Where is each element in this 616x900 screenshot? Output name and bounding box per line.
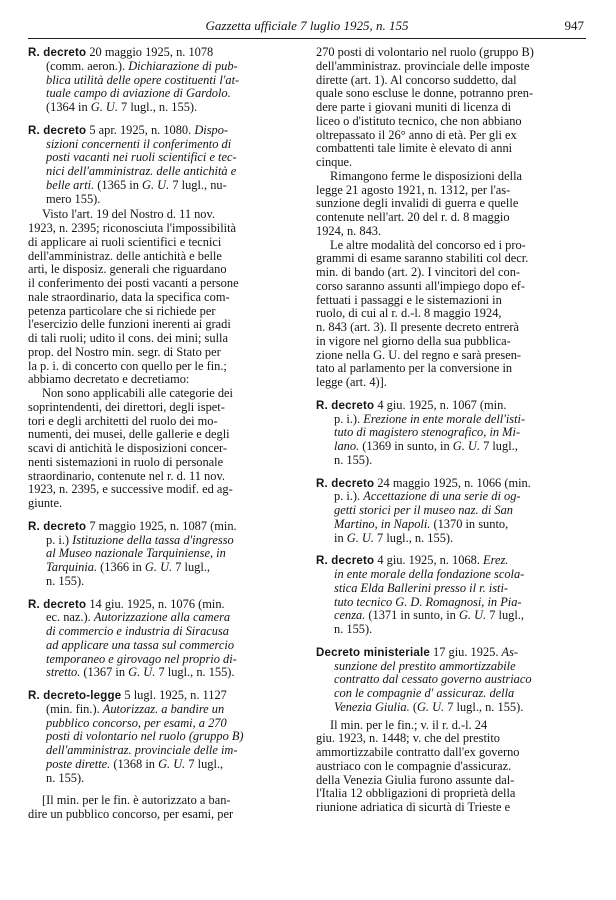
- body-paragraph: [Il min. per le fin. è autorizzato a ban- dire un pubblico concorso, per esami, per: [28, 794, 234, 821]
- header-title: Gazzetta ufficiale 7 luglio 1925, n. 155: [205, 18, 409, 33]
- entry-decree-1080: R. decreto 5 apr. 1925, n. 1080. Dispo- sizioni concernenti il conferimento di posti vacanti nei ruoli scientifici e tec- nici dell'amministraz. delle antichità e belle arti. (1365 in G. U. 7 lugl., nu- mero 155).: [28, 123, 237, 206]
- body-paragraph: Rimangono ferme le disposizioni della legge 21 agosto 1921, n. 1312, per l'as- sunzione degli invalidi di guerra e quelle contenute nell'art. 20 del r. d. 8 maggio 1924, n. 843.: [316, 169, 523, 238]
- body-paragraph: 270 posti di volontario nel ruolo (gruppo B) dell'amministraz. provinciale delle imposte dirette (art. 1). Al concorso suddetto, dal quale sono escluse le donne, potranno pren- dere parte i giovani muniti di licenza di liceo o d'istituto tecnico, che non abbiano oltrepassato il 26° anno di età. Per gli ex combattenti tale limite è elevato di anni cinque.: [316, 46, 534, 169]
- body-paragraph: Non sono applicabili alle categorie dei soprintendenti, dei direttori, degli ispet- tori e degli architetti del ruolo dei mo- numenti, dei musei, delle gallerie e degli scavi di antichità le disposizioni concer- nenti sistemazioni in ruolo di personale straordinario, contenute nel r. d. 11 nov. 1923, n. 2395, e successive modif. ed ag- giunte.: [28, 387, 233, 510]
- body-paragraph: Visto l'art. 19 del Nostro d. 11 nov. 1923, n. 2395; riconosciuta l'impossibilità di applicare ai ruoli scientifici e tecnici dell'amministraz. delle antichità e belle arti, le disposiz. generali che riguardano il conferimento dei posti vacanti a persone nale straordinario, data la specifica com- petenza particolare che si richiede per l'esercizio delle funzioni inerenti ai gradi di tali ruoli; udito il cons. dei mini; sulla prop. del Nostro min. segr. di Stato per la p. i. di concerto con quello per le fin.; abbiamo decretato e decretiamo:: [28, 208, 239, 387]
- entry-decree-1076: R. decreto 14 giu. 1925, n. 1076 (min. ec. naz.). Autorizzazione alla camera di commercio e industria di Siracusa ad applicare una tassa sul commercio temporaneo e girovago nel proprio di- stretto. (1367 in G. U. 7 lugl., n. 155).: [28, 597, 237, 680]
- entry-decree-1068: R. decreto 4 giu. 1925, n. 1068. Erez. in ente morale della fondazione scola- stica Elda Ballerini presso il r. isti- tuto tecnico G. D. Romagnosi, in Pia- cenza. (1371 in sunto, in G. U. 7 lugl., n. 155).: [316, 554, 525, 636]
- entry-ministerial-decree: Decreto ministeriale 17 giu. 1925. As- sunzione del prestito ammortizzabile contratto dal cessato governo austriaco con le compagnie d' assicuraz. della Venezia Giulia. (G. U. 7 lugl., n. 155).: [316, 645, 532, 714]
- header-rule: [28, 38, 586, 39]
- entry-decree-1087: R. decreto 7 maggio 1925, n. 1087 (min. p. i.) Istituzione della tassa d'ingresso al Museo nazionale Tarquiniense, in Tarquinia. (1366 in G. U. 7 lugl., n. 155).: [28, 519, 237, 588]
- body-paragraph: Le altre modalità del concorso ed i pro- grammi di esame saranno stabiliti col decr. min. di bando (art. 2). I vincitori del con- corso saranno assunti all'impiego dopo ef- fettuati i passaggi e le sistemazioni in ruolo, di cui al r. d.-l. 8 maggio 1924, n. 843 (art. 3). Il presente decreto entrerà in vigore nel giorno della sua pubblica- zione nella G. U. del regno e sarà presen- tato al parlamento per la conversione in legge (art. 4)].: [316, 238, 529, 389]
- entry-decree-law-1127: R. decreto-legge 5 lugl. 1925, n. 1127 (min. fin.). Autorizzaz. a bandire un pubblico concorso, per esami, a 270 posti di volontario nel ruolo (gruppo B) dell'amministraz. provinciale delle im- poste dirette. (1368 in G. U. 7 lugl., n. 155).: [28, 689, 244, 785]
- body-paragraph: Il min. per le fin.; v. il r. d.-l. 24 giu. 1923, n. 1448; v. che del prestito ammortizzabile contratto dall'ex governo austriaco con le compagnie d'assicuraz. della Venezia Giulia furono assunte dal- l'Italia 12 obbligazioni di proprietà della riunione adriatica di sicurtà di Trieste e: [316, 718, 520, 814]
- entry-decree-1078: R. decreto 20 maggio 1925, n. 1078 (comm. aeron.). Dichiarazione di pub- blica utilità delle opere costituenti l'at- tuale campo di aviazione di Gardolo. (1364 in G. U. 7 lugl., n. 155).: [28, 46, 240, 114]
- right-column: [316, 46, 584, 815]
- left-column: [28, 46, 296, 822]
- entry-decree-1067: R. decreto 4 giu. 1925, n. 1067 (min. p. i.). Erezione in ente morale dell'isti- tuto di magistero stenografico, in Mi- lano. (1369 in sunto, in G. U. 7 lugl., n. 155).: [316, 398, 526, 467]
- entry-decree-1066: R. decreto 24 maggio 1925, n. 1066 (min. p. i.). Accettazione di una serie di og- getti storici per il museo naz. di San Martino, in Napoli. (1370 in sunto, in G. U. 7 lugl., n. 155).: [316, 476, 531, 545]
- page-header: [28, 14, 586, 38]
- page-number: 947: [564, 18, 584, 33]
